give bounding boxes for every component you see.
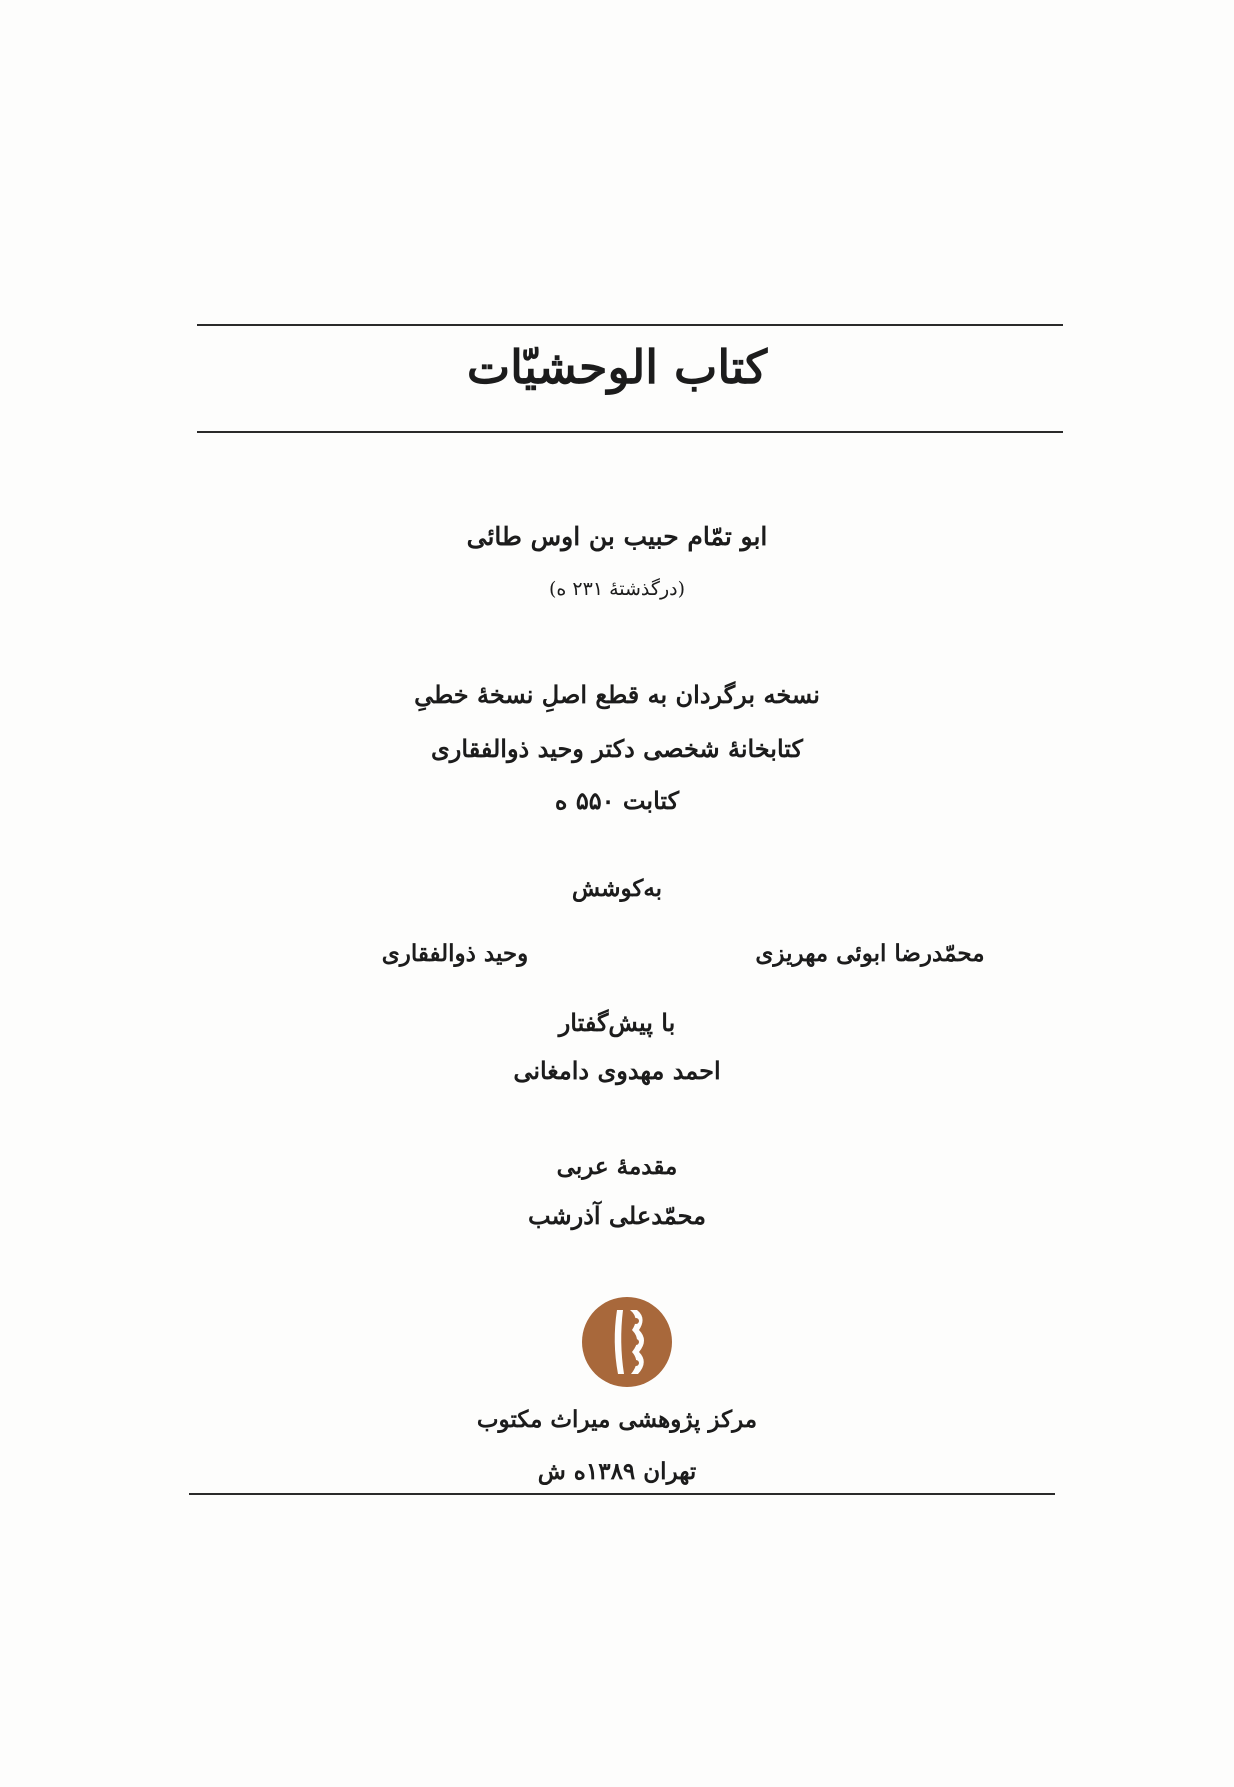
preface-author: احمد مهدوی دامغانی: [513, 1056, 721, 1085]
arabic-intro-author: محمّدعلی آذرشب: [527, 1201, 707, 1230]
manuscript-line-2: کتابخانهٔ شخصی دکتر وحید ذوالفقاری: [431, 734, 803, 763]
editor-name-left: وحید ذوالفقاری: [381, 940, 529, 967]
title-underline-rule: [197, 431, 1063, 433]
publisher-name: مرکز پژوهشی میراث مکتوب: [476, 1406, 758, 1433]
editors-label: به‌کوشش: [571, 875, 663, 902]
bottom-rule: [189, 1493, 1055, 1495]
book-title: کتاب الوحشیّات: [466, 340, 768, 394]
author-death-date: (درگذشتهٔ ۲۳۱ ه): [549, 578, 685, 600]
publisher-logo-icon: [581, 1296, 673, 1388]
publication-place-date: تهران ۱۳۸۹ه ش: [537, 1458, 697, 1485]
top-rule: [197, 324, 1063, 326]
manuscript-line-3: کتابت ۵۵۰ ه: [554, 786, 680, 815]
preface-label: با پیش‌گفتار: [558, 1008, 676, 1037]
author-name: ابو تمّام حبیب بن اوس طائی: [466, 522, 768, 551]
arabic-intro-label: مقدمهٔ عربی: [556, 1153, 678, 1180]
manuscript-line-1: نسخه برگردان به قطع اصلِ نسخهٔ خطیِ: [414, 680, 820, 709]
editor-name-right: محمّدرضا ابوئی مهریزی: [755, 940, 985, 967]
